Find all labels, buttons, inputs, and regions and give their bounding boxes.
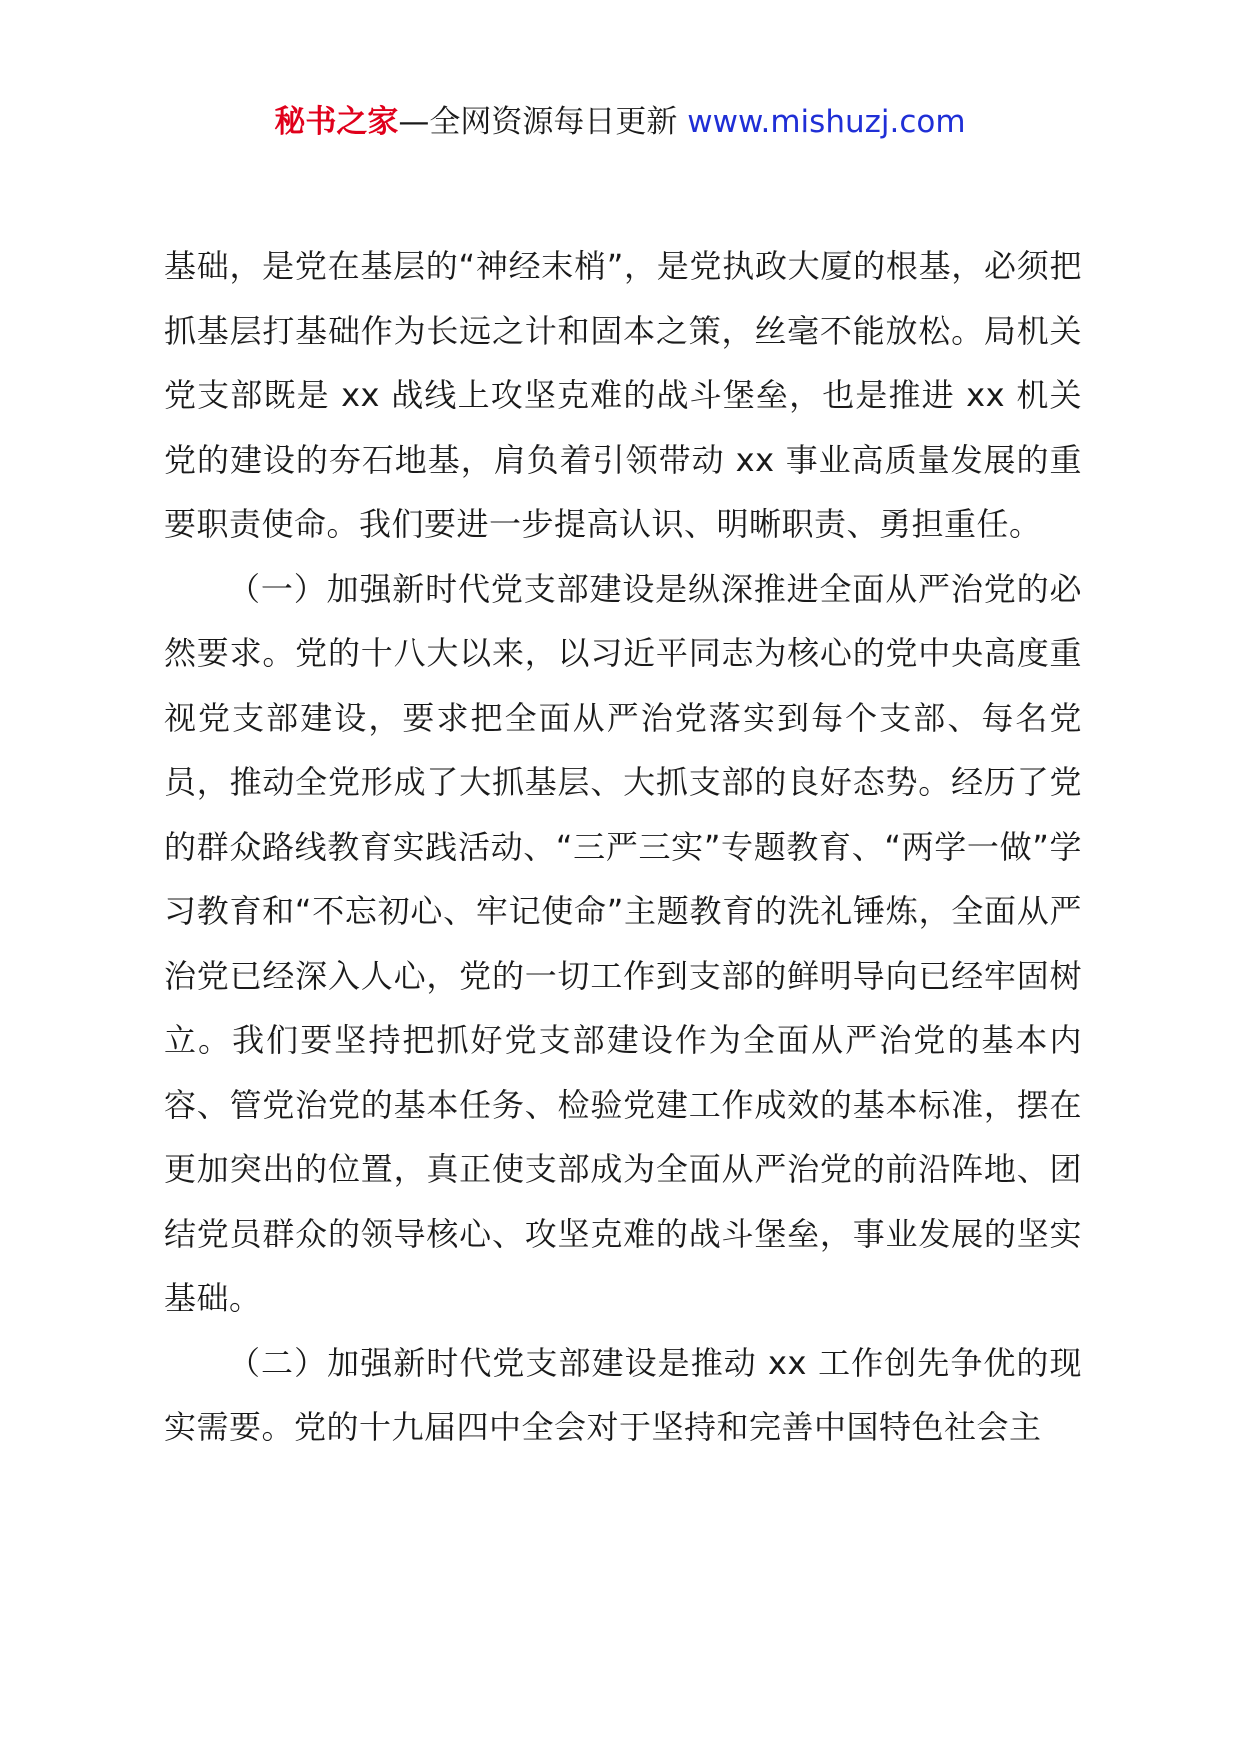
brand-name: 秘书之家 <box>274 104 399 140</box>
paragraph-2: （一）加强新时代党支部建设是纵深推进全面从严治党的必然要求。党的十八大以来，以习近平同志为核心的党中央高度重视党支部建设，要求把全面从严治党落实到每个支部、每名党员，推动全党形成了大抓基层、大抓支部的良好态势。经历了党的群众路线教育实践活动、“三严三实”专题教育、“两学一做”学习教育和“不忘初心、牢记使命”主题教育的洗礼锤炼，全面从严治党已经深入人心，党的一切工作到支部的鲜明导向已经牢固树立。我们要坚持把抓好党支部建设作为全面从严治党的基本内容、管党治党的基本任务、检验党建工作成效的基本标准，摆在更加突出的位置，真正使支部成为全面从严治党的前沿阵地、团结党员群众的领导核心、攻坚克难的战斗堡垒，事业发展的坚实基础。 <box>164 569 1082 1317</box>
paragraph-3: （二）加强新时代党支部建设是推动 xx 工作创先争优的现实需要。党的十九届四中全会对于坚持和完善中国特色社会主 <box>164 1343 1082 1446</box>
header-tagline: —全网资源每日更新 <box>398 104 688 140</box>
paragraph-1: 基础，是党在基层的“神经末梢”，是党执政大厦的根基，必须把抓基层打基础作为长远之计和固本之策，丝毫不能放松。局机关党支部既是 xx 战线上攻坚克难的战斗堡垒，也是推进 xx 机关党的建设的夯石地基，肩负着引领带动 xx 事业高质量发展的重要职责使命。我们要进一步提高认识、明晰职责、勇担重任。 <box>164 247 1082 543</box>
website-link[interactable]: www.mishuzj.com <box>687 104 966 140</box>
document-body <box>164 234 1082 1460</box>
page-header <box>0 100 1240 144</box>
